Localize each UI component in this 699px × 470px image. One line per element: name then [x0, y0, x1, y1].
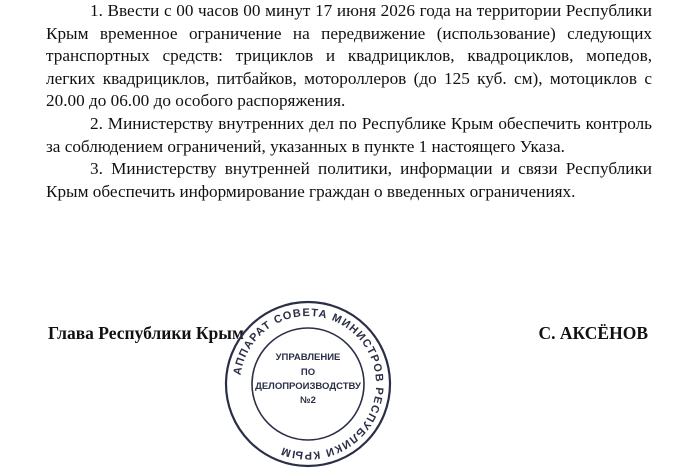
- stamp-line-1: УПРАВЛЕНИЕ: [275, 352, 341, 363]
- stamp-outer-text: АППАРАТ СОВЕТА МИНИСТРОВ РЕСПУБЛИКИ КРЫМ: [231, 306, 386, 462]
- stamp-line-3: ДЕЛОПРОИЗВОДСТВУ: [255, 381, 361, 392]
- stamp-line-2: ПО: [300, 367, 316, 378]
- official-stamp: [222, 298, 394, 470]
- stamp-seal-icon: [222, 298, 394, 470]
- paragraph-3: 3. Министерству внутренней политики, информации и связи Республики Крым обеспечить информирование граждан о введенных ограничениях.: [46, 159, 652, 201]
- decree-body: [46, 0, 652, 203]
- signatory-title: Глава Республики Крым: [48, 323, 244, 343]
- paragraph-2: 2. Министерству внутренних дел по Республике Крым обеспечить контроль за соблюдением ограничений, указанных в пункте 1 настоящего Указа.: [46, 113, 652, 156]
- stamp-line-4: №2: [300, 395, 316, 406]
- signatory-name: С. АКСЁНОВ: [538, 323, 648, 343]
- paragraph-1: 1. Ввести с 00 часов 00 минут 17 июня 2026 года на территории Республики Крым временное ограничение на передвижение (использование) следующих транспортных средств: трициклов и квадрициклов, квадроциклов, мопедов, легких квадрициклов, питбайков, мотороллеров (до 125 куб. см), мотоциклов с 20.00 до 06.00 до особого распоряжения.: [46, 1, 652, 111]
